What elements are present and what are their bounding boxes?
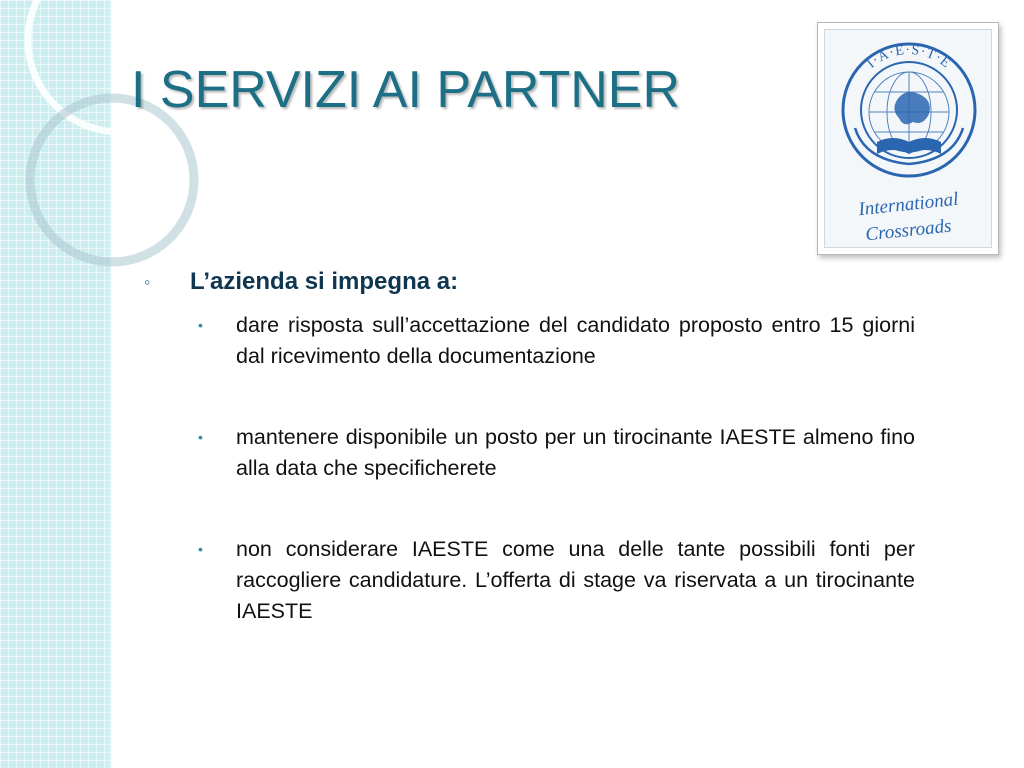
dot-bullet-icon: • [198, 541, 203, 557]
list-item [140, 422, 915, 484]
list-item-text: mantenere disponibile un posto per un tirocinante IAESTE almeno fino alla data che specificherete [236, 425, 915, 480]
iaeste-logo-graphic [825, 30, 993, 249]
ring-bullet-icon: ◦ [144, 272, 151, 292]
logo-caption-line2: Crossroads [864, 215, 953, 246]
dot-bullet-icon: • [198, 429, 203, 445]
commitment-list [140, 310, 915, 627]
logo-caption-line1: International [857, 188, 960, 221]
list-item-text: non considerare IAESTE come una delle tante possibili fonti per raccogliere candidature. L’offerta di stage va riservata a un tirocinante IAESTE [236, 537, 915, 623]
logo-org-letters: I·A·E·S·T·E [864, 42, 954, 72]
list-item-text: dare risposta sull’accettazione del candidato proposto entro 15 giorni dal ricevimento della documentazione [236, 313, 915, 368]
slide-title: I SERVIZI AI PARTNER [131, 61, 681, 119]
section-heading-text: L’azienda si impegna a: [190, 268, 459, 295]
decorative-side-strip [0, 0, 112, 768]
logo-frame [817, 22, 999, 255]
list-item [140, 310, 915, 372]
iaeste-logo [824, 29, 992, 248]
section-heading [140, 262, 915, 302]
list-item [140, 534, 915, 627]
continent-shape [894, 92, 929, 124]
dot-bullet-icon: • [198, 317, 203, 333]
slide-content [140, 262, 915, 677]
